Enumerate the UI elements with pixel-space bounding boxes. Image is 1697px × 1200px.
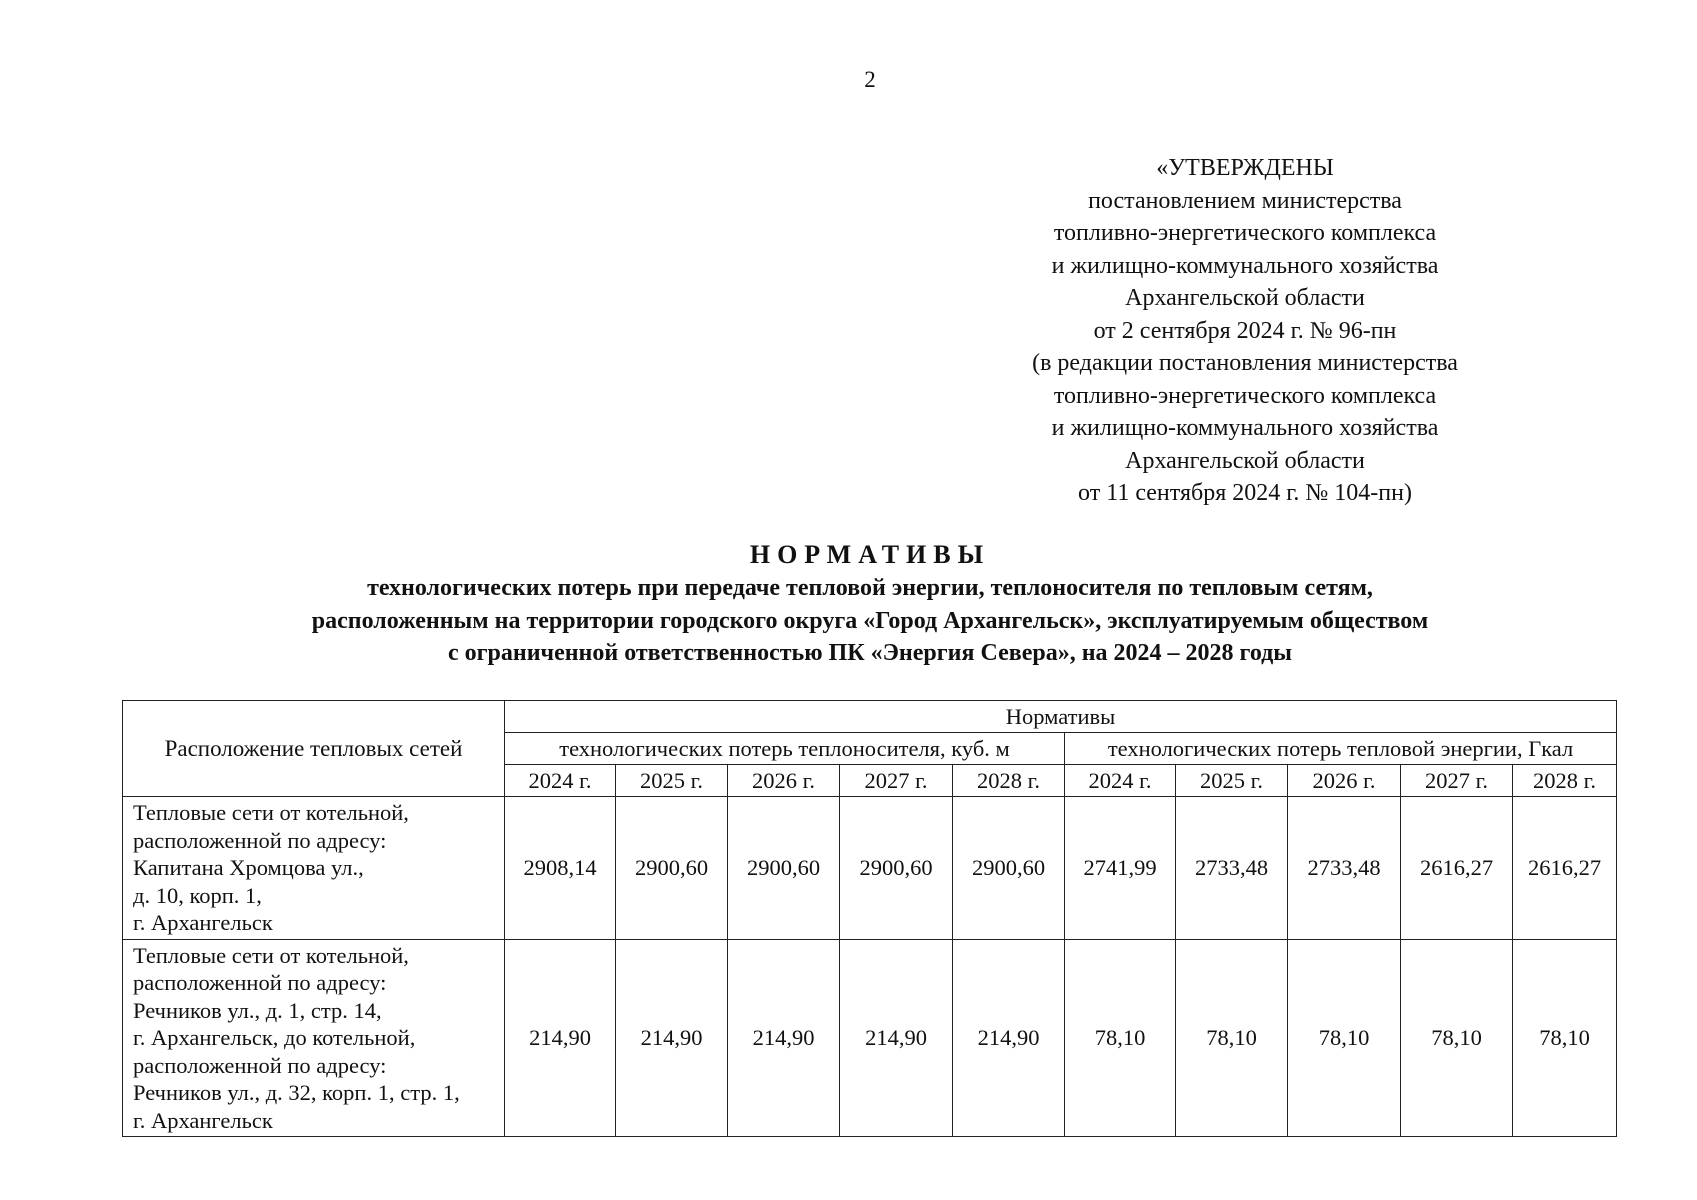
approval-line: от 11 сентября 2024 г. № 104-пн) — [1078, 480, 1412, 506]
approval-stamp — [995, 152, 1495, 510]
approval-line: Архангельской области — [1125, 447, 1365, 474]
value-cell: 2900,60 — [840, 797, 953, 940]
location-cell — [123, 797, 505, 940]
location-line: Речников ул., д. 32, корп. 1, стр. 1, — [133, 1080, 460, 1105]
year-header: 2028 г. — [1513, 765, 1617, 797]
approval-line: постановлением министерства — [1088, 187, 1402, 214]
value-cell: 214,90 — [953, 939, 1065, 1137]
location-line: д. 10, корп. 1, — [133, 882, 262, 908]
location-line: Капитана Хромцова ул., — [133, 855, 364, 880]
approval-line: и жилищно-коммунального хозяйства — [1051, 415, 1439, 441]
approval-line: топливно-энергетического комплекса — [1053, 382, 1437, 409]
heat-energy-loss-header: технологических потерь тепловой энергии, Гкал — [1065, 733, 1617, 765]
location-line: Тепловые сети от котельной, — [133, 942, 409, 968]
value-cell: 214,90 — [616, 939, 728, 1137]
location-line: Речников ул., д. 1, стр. 14, — [133, 997, 382, 1023]
year-header: 2025 г. — [616, 765, 728, 797]
approval-line: и жилищно-коммунального хозяйства — [1051, 252, 1439, 279]
value-cell: 78,10 — [1288, 939, 1401, 1137]
document-subtitle-line: технологических потерь при передаче тепловой энергии, теплоносителя по тепловым сетям, — [367, 575, 1373, 601]
document-title: НОРМАТИВЫ — [749, 540, 991, 569]
value-cell: 214,90 — [728, 939, 840, 1137]
year-header: 2027 г. — [1401, 765, 1513, 797]
approval-line: (в редакции постановления министерства — [1032, 350, 1458, 376]
value-cell: 2733,48 — [1288, 797, 1401, 940]
location-line: г. Архангельск — [133, 1107, 273, 1133]
value-cell: 2900,60 — [616, 797, 728, 940]
year-header: 2026 г. — [728, 765, 840, 797]
value-cell: 78,10 — [1176, 939, 1288, 1137]
location-line: г. Архангельск, до котельной, — [133, 1025, 416, 1050]
year-header: 2024 г. — [505, 765, 616, 797]
norms-table — [122, 700, 1617, 1137]
year-header: 2024 г. — [1065, 765, 1176, 797]
approval-line: от 2 сентября 2024 г. № 96-пн — [1093, 317, 1397, 344]
coolant-loss-header: технологических потерь теплоносителя, куб. м — [505, 733, 1065, 765]
approval-line: Архангельской области — [1125, 285, 1365, 311]
location-line: Тепловые сети от котельной, — [133, 800, 409, 825]
value-cell: 2900,60 — [728, 797, 840, 940]
approval-line: топливно-энергетического комплекса — [1053, 220, 1437, 246]
approval-line: «УТВЕРЖДЕНЫ — [1156, 155, 1334, 181]
value-cell: 2733,48 — [1176, 797, 1288, 940]
document-heading — [160, 538, 1580, 670]
location-line: г. Архангельск — [133, 910, 273, 935]
year-header: 2026 г. — [1288, 765, 1401, 797]
value-cell: 2741,99 — [1065, 797, 1176, 940]
document-subtitle-line: расположенным на территории городского округа «Город Архангельск», эксплуатируемым обществом — [311, 607, 1429, 634]
value-cell: 2616,27 — [1513, 797, 1617, 940]
value-cell: 2616,27 — [1401, 797, 1513, 940]
value-cell: 78,10 — [1513, 939, 1617, 1137]
location-line: расположенной по адресу: — [133, 827, 387, 853]
location-line: расположенной по адресу: — [133, 970, 387, 995]
value-cell: 78,10 — [1065, 939, 1176, 1137]
year-header: 2027 г. — [840, 765, 953, 797]
norms-header: Нормативы — [505, 701, 1617, 733]
value-cell: 78,10 — [1401, 939, 1513, 1137]
page-number: 2 — [864, 67, 876, 92]
document-subtitle-line: с ограниченной ответственностью ПК «Энергия Севера», на 2024 – 2028 годы — [447, 640, 1293, 666]
table-row — [123, 939, 1617, 1137]
year-header: 2025 г. — [1176, 765, 1288, 797]
location-column-header: Расположение тепловых сетей — [123, 701, 505, 797]
location-line: расположенной по адресу: — [133, 1052, 387, 1078]
value-cell: 2908,14 — [505, 797, 616, 940]
value-cell: 2900,60 — [953, 797, 1065, 940]
value-cell: 214,90 — [840, 939, 953, 1137]
table-row — [123, 797, 1617, 940]
year-header: 2028 г. — [953, 765, 1065, 797]
value-cell: 214,90 — [505, 939, 616, 1137]
location-cell — [123, 939, 505, 1137]
